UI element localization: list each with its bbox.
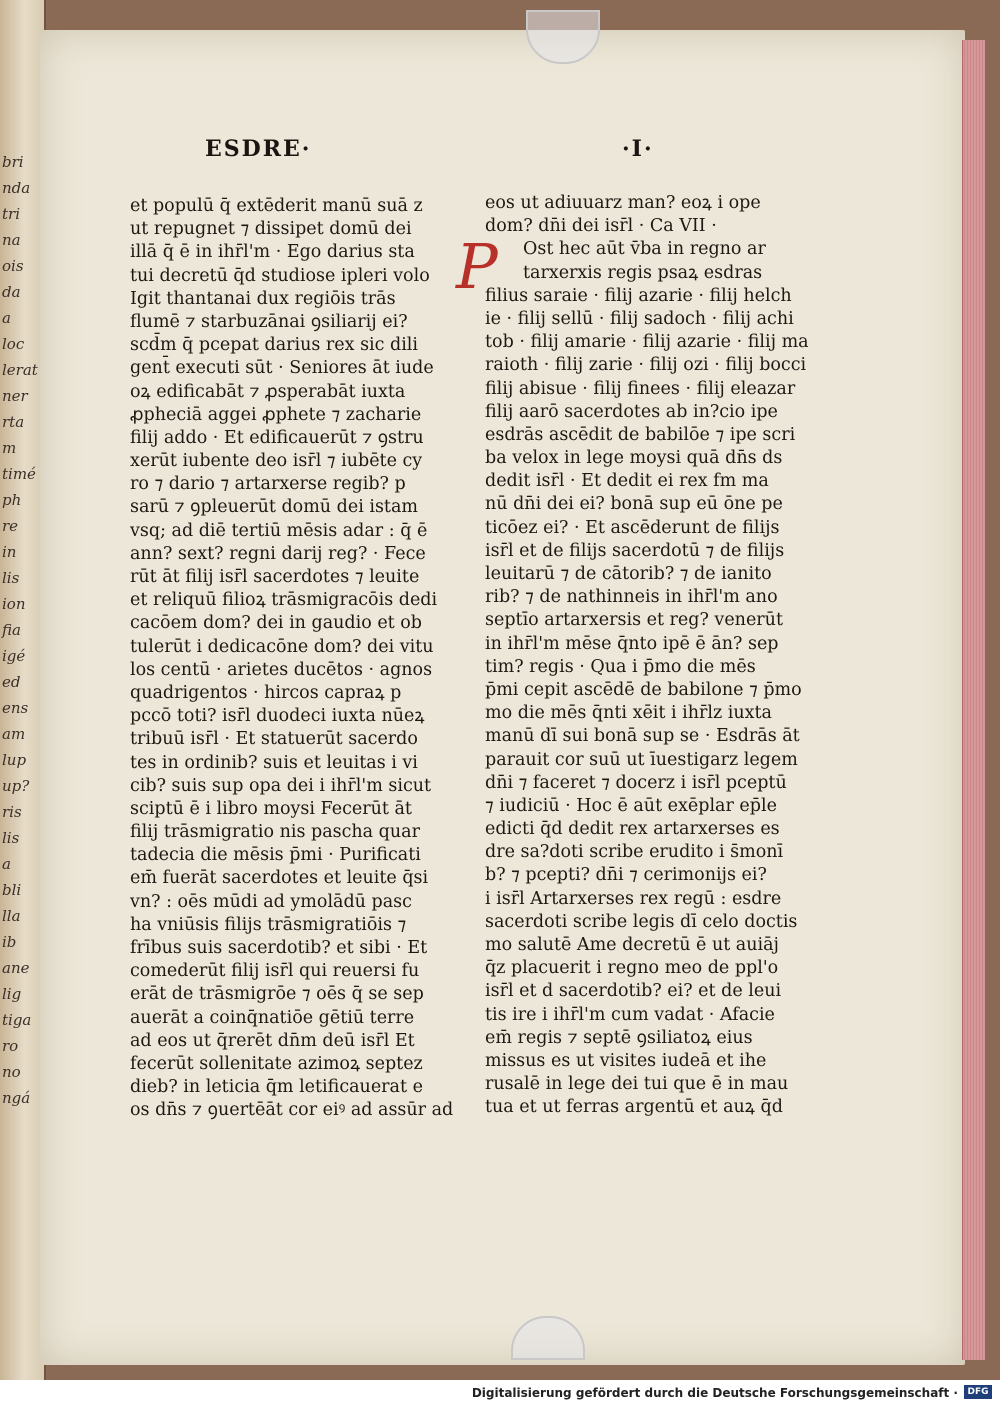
text-line: vn? : oēs mūdi ad ymolādū pasc — [130, 891, 412, 912]
text-line: et reliquū filioꝝ trāsmigracōis dedi — [130, 590, 438, 611]
text-line: isr̄l et de filijs sacerdotū ⁊ de filijs — [485, 540, 785, 561]
text-line: cib? suis sup opa dei i ihr̄l'm sicut — [130, 775, 432, 796]
text-line: erāt de trāsmigrōe ⁊ oēs q̄ se sep — [130, 984, 424, 1005]
text-line: sarū ⁊ ꝯpleuerūt domū dei istam — [130, 497, 418, 518]
left-page-fragment: ois — [2, 257, 24, 275]
text-line: missus es ut visites iudeā et ihe — [485, 1050, 767, 1071]
text-line: parauit cor suū ut īuestigarz legem — [485, 749, 798, 770]
left-page-fragment: ris — [2, 803, 22, 821]
text-line: tadecia die mēsis p̄mi · Purificati — [130, 845, 421, 866]
text-line: gent̄ executi sūt · Seniores āt iude — [130, 358, 434, 379]
left-page-fragment: na — [2, 231, 21, 249]
text-line: ⁊ iudiciū · Hoc ē aūt exēplar ep̄le — [485, 795, 777, 816]
left-page-fragment: tri — [2, 205, 20, 223]
left-page-fragment: ib — [2, 933, 17, 951]
text-line: ticōez ei? · Et ascēderunt de filijs — [485, 517, 780, 538]
text-line: ro ⁊ dario ⁊ artarxerse regib? p — [130, 474, 406, 495]
text-line: rūt āt filij isr̄l sacerdotes ⁊ leuite — [130, 567, 420, 587]
text-line: illā q̄ ē in ihr̄l'm · Ego darius sta — [130, 242, 415, 263]
left-page-fragment: tiga — [2, 1011, 32, 1029]
text-line: rib? ⁊ de nathinneis in ihr̄l'm ano — [485, 587, 778, 608]
text-line: ad eos ut q̄rerēt dn̄m deū isr̄l Et — [130, 1030, 415, 1051]
left-page-fragment: timé — [2, 465, 36, 483]
text-line: edicti q̄d dedit rex artarxerses es — [485, 819, 780, 840]
funding-notice: Digitalisierung gefördert durch die Deutsche Forschungsgemeinschaft · — [471, 1386, 958, 1400]
text-line: filij abisue · filij finees · filij eleazar — [485, 378, 796, 399]
left-page-fragment: ngá — [2, 1089, 31, 1107]
text-line: ꝓpheciā aggei ꝓphete ⁊ zacharie — [130, 404, 422, 425]
left-page-fragment: ro — [2, 1037, 19, 1055]
text-line: nū dn̄i dei ei? bonā sup eū ōne pe — [485, 494, 783, 515]
text-line: oꝝ edificabāt ⁊ ꝓsperabāt iuxta — [130, 381, 406, 402]
text-line: scd̄m q̄ pcepat darius rex sic dili — [130, 335, 418, 356]
left-page-fragment: up? — [2, 777, 30, 795]
text-line: raioth · filij zarie · filij ozi · filij bocci — [485, 355, 807, 376]
left-page-fragment: a — [2, 309, 11, 327]
left-page-fragment: am — [2, 725, 26, 743]
text-line: tulerūt i dedicacōne dom? dei vitu — [130, 636, 434, 657]
text-line: eos ut adiuuarz man? eoꝝ i ope — [485, 193, 761, 213]
text-line: frībus suis sacerdotib? et sibi · Et — [130, 938, 428, 958]
text-line: ut repugnet ⁊ dissipet domū dei — [130, 219, 412, 240]
text-line: rusalē in lege dei tui que ē in mau — [485, 1074, 789, 1095]
text-line: fecerūt sollenitate azimoꝝ septez — [130, 1053, 423, 1074]
left-text-column — [130, 195, 454, 1123]
left-page-fragment: m — [2, 439, 17, 457]
text-line: et populū q̄ extēderit manū suā z — [130, 196, 423, 216]
left-page-fragment: bri — [2, 153, 24, 171]
text-line: ann? sext? regni darij reg? · Fece — [130, 543, 426, 564]
left-page-fragment: ner — [2, 387, 28, 405]
text-line: filius saraie · filij azarie · filij helch — [485, 285, 792, 306]
text-line: tarxerxis regis psaꝝ esdras — [523, 262, 763, 283]
page-edge-stack — [962, 40, 985, 1360]
text-line: os dn̄s ⁊ ꝯuertēāt cor eiꝰ ad assūr ad — [130, 1100, 454, 1121]
text-line: tob · filij amarie · filij azarie · filij ma — [485, 332, 809, 353]
text-line: cacōem dom? dei in gaudio et ob — [130, 613, 423, 634]
text-line: tui decretū q̄d studiose ipleri volo — [130, 265, 430, 286]
text-line: em̄ regis ⁊ septē ꝯsiliatoꝝ eius — [485, 1027, 753, 1048]
text-line: sacerdoti scribe legis dī celo doctis — [485, 911, 798, 932]
text-line: filij trāsmigratio nis pascha quar — [130, 822, 420, 843]
left-page-fragment: rta — [2, 413, 25, 431]
text-line: mo salutē Ame decretū ē ut auiāj — [485, 935, 779, 955]
text-line: ba velox in lege moysi quā dn̄s ds — [485, 448, 783, 469]
text-line: p̄mi cepit ascēdē de babilone ⁊ p̄mo — [485, 679, 802, 700]
text-line: isr̄l et d sacerdotib? ei? et de leui — [485, 981, 782, 1002]
text-line: vsq; ad diē tertiū mēsis adar : q̄ ē — [130, 520, 428, 541]
text-line: mo die mēs q̄nti xēit i ihr̄lz iuxta — [485, 703, 772, 724]
text-line: ha vniūsis filijs trāsmigratiōis ⁊ — [130, 914, 407, 935]
folio-number: ·I· — [622, 136, 654, 162]
text-line: xerūt iubente deo isr̄l ⁊ iubēte cy — [130, 451, 423, 472]
text-line: los centū · arietes ducētos · agnos — [130, 659, 433, 680]
left-page-fragment: ph — [2, 491, 22, 509]
left-page-fragment: ane — [2, 959, 30, 977]
text-line: quadrigentos · hircos capraꝝ p — [130, 682, 402, 703]
text-line: pccō toti? isr̄l duodeci iuxta nūeꝝ — [130, 706, 425, 727]
text-line: tribuū isr̄l · Et statuerūt sacerdo — [130, 729, 418, 750]
left-page-fragment: ens — [2, 699, 29, 717]
text-line: tes in ordinib? suis et leuitas i vi — [130, 752, 418, 773]
text-line: i isr̄l Artarxerses rex regū : esdre — [485, 888, 782, 909]
left-page-fragment: igé — [2, 647, 26, 665]
text-line: Ost hec aūt v̄ba in regno ar — [523, 239, 766, 260]
text-line: b? ⁊ pcepti? dn̄i ⁊ cerimonijs ei? — [485, 865, 767, 886]
left-page-fragment: lerat — [2, 361, 38, 379]
left-page-fragment: ed — [2, 673, 21, 691]
running-title: ESDRE· — [205, 136, 312, 162]
left-page-fragment: da — [2, 283, 21, 301]
text-line: ie · filij sellū · filij sadoch · filij achi — [485, 308, 794, 329]
left-page-fragment: lig — [2, 985, 22, 1003]
text-line: q̄z placuerit i regno meo de ppl'o — [485, 958, 779, 979]
text-line: manū dī sui bonā sup se · Esdrās āt — [485, 726, 800, 747]
left-page-fragment: ion — [2, 595, 26, 613]
text-line: dre sa?doti scribe erudito i s̄monī — [485, 842, 784, 863]
left-page-fragment: nda — [2, 179, 31, 197]
text-line: flumē ⁊ starbuzānai ꝯsiliarij ei? — [130, 311, 408, 332]
text-line: auerāt a coinq̄natiōe gētiū terre — [130, 1007, 415, 1028]
left-page-fragment: in — [2, 543, 17, 561]
left-page-fragment: fia — [2, 621, 21, 639]
text-line: leuitarū ⁊ de cātorib? ⁊ de ianito — [485, 564, 772, 584]
rubricated-initial: P — [456, 230, 498, 303]
left-page-fragment: lis — [2, 569, 20, 587]
text-line: dn̄i ⁊ faceret ⁊ docerz i isr̄l pceptū — [485, 772, 787, 793]
text-line: dom? dn̄i dei isr̄l · Ca VII · — [485, 216, 717, 237]
left-page-fragment: a — [2, 855, 11, 873]
text-line: em̄ fuerāt sacerdotes et leuite q̄si — [130, 868, 429, 889]
text-line: filij aarō sacerdotes ab in?cio ipe — [485, 401, 778, 422]
text-line: septīo artarxersis et reg? venerūt — [485, 610, 783, 631]
left-page-fragment: loc — [2, 335, 25, 353]
left-page-fragment: bli — [2, 881, 22, 899]
text-line: tim? regis · Qua i p̄mo die mēs — [485, 656, 756, 677]
text-line: filij addo · Et edificauerūt ⁊ ꝯstru — [130, 427, 424, 448]
text-line: esdrās ascēdit de babilōe ⁊ ipe scri — [485, 424, 796, 445]
text-line: in ihr̄l'm mēse q̄nto ipē ē ān? sep — [485, 633, 779, 654]
left-page-fragment: lla — [2, 907, 21, 925]
text-line: dedit isr̄l · Et dedit ei rex fm ma — [485, 471, 769, 492]
left-page-fragment: lup — [2, 751, 27, 769]
text-line: sciptū ē i libro moysi Fecerūt āt — [130, 798, 412, 819]
text-line: tis ire i ihr̄l'm cum vadat · Afacie — [485, 1004, 775, 1025]
text-line: Igit thantanai dux regiōis trās — [130, 288, 396, 309]
text-line: comederūt filij isr̄l qui reuersi fu — [130, 961, 420, 982]
text-line: tua et ut ferras argentū et auꝝ q̄d — [485, 1097, 783, 1118]
left-page-fragment: lis — [2, 829, 20, 847]
right-text-column — [485, 192, 809, 1120]
dfg-logo: DFG — [964, 1385, 992, 1399]
left-page-fragment: no — [2, 1063, 21, 1081]
left-page-fragment: re — [2, 517, 19, 535]
text-line: dieb? in leticia q̄m letificauerat e — [130, 1077, 423, 1098]
